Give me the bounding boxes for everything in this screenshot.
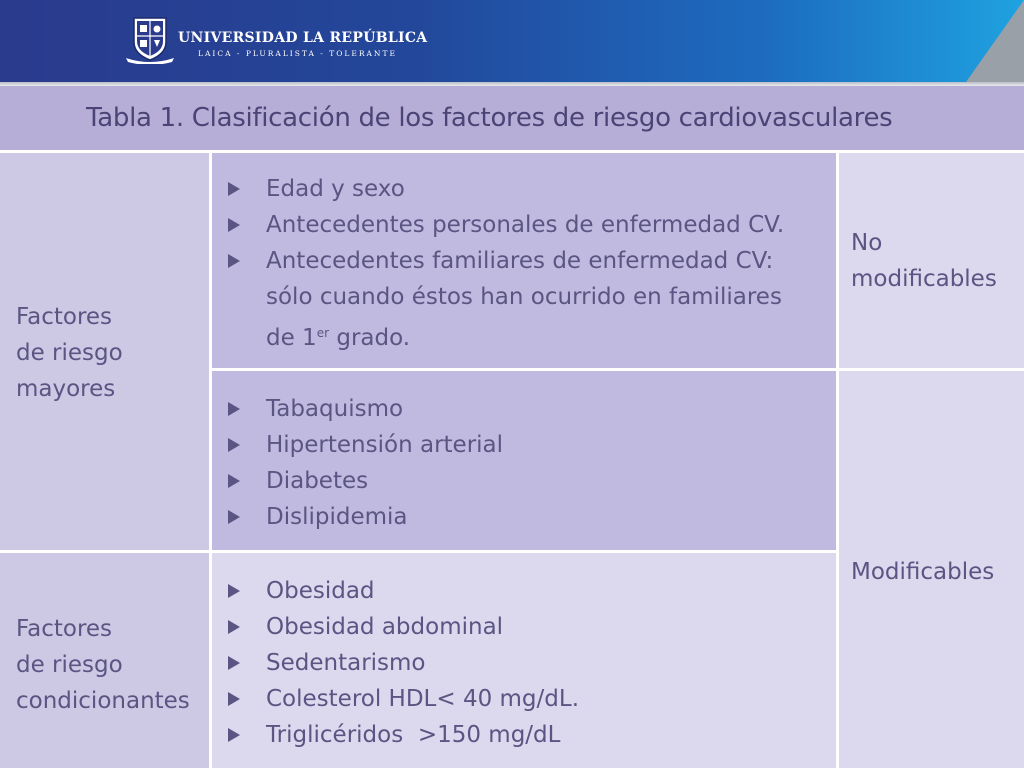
factor-list xyxy=(226,391,826,535)
modifiable-classification-cell xyxy=(836,368,1024,768)
list-item: Hipertensión arterial xyxy=(226,427,826,463)
banner-corner-decoration xyxy=(966,0,1024,82)
non-modifiable-classification-cell xyxy=(836,150,1024,368)
triangle-bullet-icon xyxy=(228,510,240,524)
label-line: No xyxy=(851,230,883,256)
university-name: UNIVERSIDAD LA REPÚBLICA xyxy=(178,30,428,46)
list-item: Obesidad xyxy=(226,573,826,609)
factor-list xyxy=(226,573,826,753)
non-modifiable-factors-cell xyxy=(212,150,836,368)
university-motto: LAICA - PLURALISTA - TOLERANTE xyxy=(198,49,397,58)
triangle-bullet-icon xyxy=(228,438,240,452)
list-item: Diabetes xyxy=(226,463,826,499)
list-item: Obesidad abdominal xyxy=(226,609,826,645)
triangle-bullet-icon xyxy=(228,728,240,742)
label-line: modificables xyxy=(851,266,997,292)
list-item: Colesterol HDL< 40 mg/dL. xyxy=(226,681,826,717)
list-item: Tabaquismo xyxy=(226,391,826,427)
triangle-bullet-icon xyxy=(228,584,240,598)
label-line: Factores xyxy=(16,304,113,330)
label-line: de riesgo xyxy=(16,652,123,678)
university-crest-icon xyxy=(124,14,176,64)
table-title-bar xyxy=(0,86,1024,150)
label-line: de riesgo xyxy=(16,340,123,366)
list-item: Sedentarismo xyxy=(226,645,826,681)
triangle-bullet-icon xyxy=(228,692,240,706)
triangle-bullet-icon xyxy=(228,620,240,634)
header-banner xyxy=(0,0,1024,82)
list-item: Triglicéridos >150 mg/dL xyxy=(226,717,826,753)
conditioning-factors-cell xyxy=(212,550,836,768)
row-group-major-cell xyxy=(0,150,212,550)
major-modifiable-factors-cell xyxy=(212,368,836,550)
triangle-bullet-icon xyxy=(228,474,240,488)
list-item: Antecedentes familiares de enfermedad CV: sólo cuando éstos han ocurrido en familiares de 1er grado. xyxy=(226,243,826,356)
row-group-conditioning-label xyxy=(16,611,206,719)
triangle-bullet-icon xyxy=(228,402,240,416)
triangle-bullet-icon xyxy=(228,182,240,196)
triangle-bullet-icon xyxy=(228,218,240,232)
table-title: Tabla 1. Clasificación de los factores de riesgo cardiovasculares xyxy=(86,103,893,133)
triangle-bullet-icon xyxy=(228,254,240,268)
factor-list xyxy=(226,171,826,356)
triangle-bullet-icon xyxy=(228,656,240,670)
label-line: condicionantes xyxy=(16,688,190,714)
non-modifiable-label xyxy=(851,225,1024,297)
label-line: mayores xyxy=(16,376,116,402)
modifiable-label: Modificables xyxy=(851,559,995,585)
row-group-conditioning-cell xyxy=(0,550,212,768)
label-line: Factores xyxy=(16,616,113,642)
list-item: Edad y sexo xyxy=(226,171,826,207)
row-group-major-label xyxy=(16,299,206,407)
list-item: Dislipidemia xyxy=(226,499,826,535)
list-item: Antecedentes personales de enfermedad CV. xyxy=(226,207,826,243)
